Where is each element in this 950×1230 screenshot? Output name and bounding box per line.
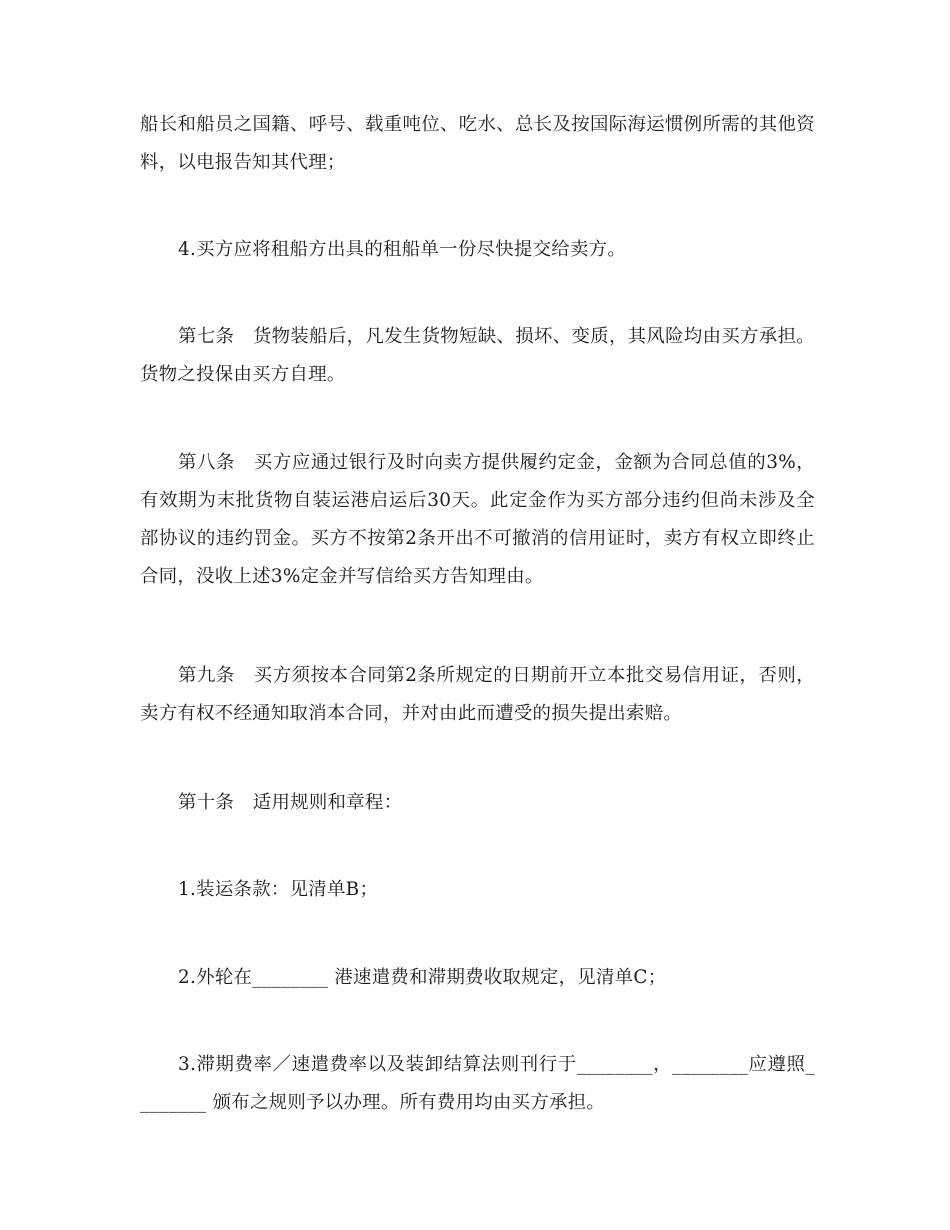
paragraph-item-4: 4.买方应将租船方出具的租船单一份尽快提交给卖方。 xyxy=(178,239,627,260)
paragraph-ship-info: 船长和船员之国籍、呼号、载重吨位、吃水、总长及按国际海运惯例所需的其他资料，以电报告知其代理； xyxy=(140,114,815,173)
paragraph-rule-1: 1.装运条款：见清单B； xyxy=(178,879,379,900)
paragraph-article-9: 第九条 买方须按本合同第2条所规定的日期前开立本批交易信用证，否则，卖方有权不经通知取消本合同，并对由此而遭受的损失提出索赔。 xyxy=(140,665,815,724)
paragraph-rule-2: 2.外轮在________ 港速遣费和滞期费收取规定，见清单C； xyxy=(178,967,667,988)
paragraph-rule-3: 3.滞期费率／速遣费率以及装卸结算法则刊行于________，________应遵照________ 颁布之规则予以办理。所有费用均由买方承担。 xyxy=(140,1054,815,1113)
paragraph-article-7: 第七条 货物装船后，凡发生货物短缺、损坏、变质，其风险均由买方承担。货物之投保由买方自理。 xyxy=(140,326,815,385)
paragraph-article-8: 第八条 买方应通过银行及时向卖方提供履约定金，金额为合同总值的3%，有效期为末批货物自装运港启运后30天。此定金作为买方部分违约但尚未涉及全部协议的违约罚金。买方不按第2条开出不可撤消的信用证时，卖方有权立即终止合同，没收上述3%定金并写信给买方告知理由。 xyxy=(140,452,815,587)
paragraph-article-10: 第十条 适用规则和章程： xyxy=(178,792,403,813)
